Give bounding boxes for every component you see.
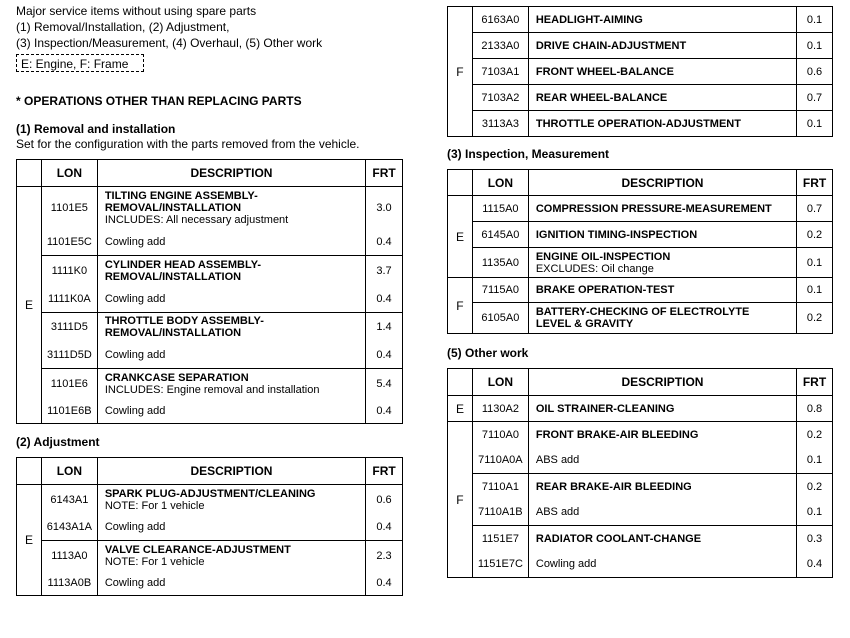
item-note: EXCLUDES: Oil change bbox=[535, 262, 654, 275]
description-cell: Cowling add bbox=[97, 286, 365, 313]
group-cell: F bbox=[448, 422, 473, 578]
frt-cell: 0.2 bbox=[797, 303, 833, 334]
adjustment-title: (2) Adjustment bbox=[16, 435, 100, 449]
description-cell: BRAKE OPERATION-TEST bbox=[528, 278, 796, 303]
description-cell: COMPRESSION PRESSURE-MEASUREMENT bbox=[528, 196, 796, 222]
lon-cell: 1113A0B bbox=[41, 571, 97, 596]
frt-cell: 0.6 bbox=[797, 59, 833, 85]
lon-cell: 1101E6 bbox=[41, 369, 97, 399]
table-row bbox=[448, 248, 833, 278]
lon-cell: 6145A0 bbox=[472, 222, 528, 248]
description-cell bbox=[97, 369, 365, 399]
frt-cell: 0.2 bbox=[797, 422, 833, 448]
table-row bbox=[17, 541, 403, 571]
frt-cell: 0.2 bbox=[797, 474, 833, 500]
lon-cell: 1111K0 bbox=[41, 256, 97, 286]
item-title-2: LEVEL & GRAVITY bbox=[535, 318, 634, 330]
lon-cell: 6163A0 bbox=[472, 7, 528, 33]
table-row bbox=[448, 500, 833, 526]
table-row bbox=[448, 33, 833, 59]
frt-cell: 0.1 bbox=[797, 248, 833, 278]
group-cell: F bbox=[448, 7, 473, 137]
header-blank bbox=[448, 170, 473, 196]
group-cell: E bbox=[448, 196, 473, 278]
lon-cell: 7103A1 bbox=[472, 59, 528, 85]
description-cell: OIL STRAINER-CLEANING bbox=[528, 396, 796, 422]
table-row bbox=[448, 85, 833, 111]
description-cell: RADIATOR COOLANT-CHANGE bbox=[528, 526, 796, 552]
lon-cell: 1135A0 bbox=[472, 248, 528, 278]
lon-cell: 7110A0A bbox=[472, 448, 528, 474]
frt-cell: 0.1 bbox=[797, 500, 833, 526]
description-cell: Cowling add bbox=[97, 229, 365, 256]
header-description: DESCRIPTION bbox=[97, 160, 365, 187]
lon-cell: 1130A2 bbox=[472, 396, 528, 422]
frt-cell: 0.1 bbox=[797, 448, 833, 474]
table-row bbox=[17, 187, 403, 229]
description-cell: IGNITION TIMING-INSPECTION bbox=[528, 222, 796, 248]
inspection-table bbox=[447, 169, 833, 334]
item-note: NOTE: For 1 vehicle bbox=[104, 499, 205, 512]
description-cell: Cowling add bbox=[97, 571, 365, 596]
item-note: NOTE: For 1 vehicle bbox=[104, 555, 205, 568]
description-cell: ABS add bbox=[528, 500, 796, 526]
description-cell: Cowling add bbox=[97, 515, 365, 541]
frt-cell: 1.4 bbox=[366, 313, 403, 342]
table-row bbox=[448, 7, 833, 33]
item-title: BATTERY-CHECKING OF ELECTROLYTE bbox=[535, 306, 750, 318]
lon-cell: 7115A0 bbox=[472, 278, 528, 303]
description-cell: HEADLIGHT-AIMING bbox=[528, 7, 796, 33]
table-row bbox=[448, 303, 833, 334]
header-lon: LON bbox=[472, 170, 528, 196]
lon-cell: 1101E5 bbox=[41, 187, 97, 229]
table-row bbox=[17, 485, 403, 515]
table-row bbox=[17, 342, 403, 369]
frt-cell: 0.4 bbox=[366, 571, 403, 596]
lon-cell: 1115A0 bbox=[472, 196, 528, 222]
item-title: TILTING ENGINE ASSEMBLY- bbox=[104, 189, 258, 202]
item-note: INCLUDES: All necessary adjustment bbox=[104, 213, 289, 226]
group-cell: F bbox=[448, 278, 473, 334]
description-cell: ABS add bbox=[528, 448, 796, 474]
header-frt: FRT bbox=[797, 369, 833, 396]
table-row bbox=[17, 515, 403, 541]
adjustment-table bbox=[16, 457, 403, 596]
item-title: VALVE CLEARANCE-ADJUSTMENT bbox=[104, 543, 291, 556]
other-work-table bbox=[447, 368, 833, 578]
description-cell bbox=[97, 256, 365, 286]
frt-cell: 0.7 bbox=[797, 85, 833, 111]
lon-cell: 3111D5 bbox=[41, 313, 97, 342]
frt-cell: 0.4 bbox=[797, 552, 833, 578]
description-cell bbox=[528, 303, 796, 334]
item-title-2: REMOVAL/INSTALLATION bbox=[104, 327, 242, 340]
frt-cell: 0.4 bbox=[366, 515, 403, 541]
header-description: DESCRIPTION bbox=[528, 369, 796, 396]
frt-cell: 0.4 bbox=[366, 229, 403, 256]
table-row bbox=[448, 396, 833, 422]
frt-cell: 0.1 bbox=[797, 7, 833, 33]
description-cell: Cowling add bbox=[97, 342, 365, 369]
frt-cell: 0.2 bbox=[797, 222, 833, 248]
frt-cell: 0.4 bbox=[366, 342, 403, 369]
header-lon: LON bbox=[41, 458, 97, 485]
other-work-title: (5) Other work bbox=[447, 346, 529, 360]
description-cell bbox=[97, 187, 365, 229]
table-row bbox=[448, 59, 833, 85]
table-row bbox=[17, 256, 403, 286]
frt-cell: 3.0 bbox=[366, 187, 403, 229]
item-title-2: REMOVAL/INSTALLATION bbox=[104, 270, 242, 283]
description-cell bbox=[97, 485, 365, 515]
table-row bbox=[17, 399, 403, 424]
lon-cell: 2133A0 bbox=[472, 33, 528, 59]
removal-title: (1) Removal and installation bbox=[16, 122, 176, 136]
lon-cell: 1113A0 bbox=[41, 541, 97, 571]
inspection-title: (3) Inspection, Measurement bbox=[447, 147, 610, 161]
description-cell: Cowling add bbox=[97, 399, 365, 424]
frt-cell: 0.1 bbox=[797, 111, 833, 137]
removal-table bbox=[16, 159, 403, 424]
description-cell: FRONT BRAKE-AIR BLEEDING bbox=[528, 422, 796, 448]
frt-cell: 0.4 bbox=[366, 286, 403, 313]
table-row bbox=[448, 448, 833, 474]
header-blank bbox=[448, 369, 473, 396]
intro-line-1: Major service items without using spare parts bbox=[16, 4, 257, 18]
table-row bbox=[17, 229, 403, 256]
table-row bbox=[17, 369, 403, 399]
frt-cell: 0.1 bbox=[797, 33, 833, 59]
frt-cell: 0.1 bbox=[797, 278, 833, 303]
frt-cell: 3.7 bbox=[366, 256, 403, 286]
description-cell bbox=[528, 248, 796, 278]
table-row bbox=[448, 222, 833, 248]
lon-cell: 1111K0A bbox=[41, 286, 97, 313]
frt-cell: 0.3 bbox=[797, 526, 833, 552]
description-cell: Cowling add bbox=[528, 552, 796, 578]
item-title: CYLINDER HEAD ASSEMBLY- bbox=[104, 258, 262, 271]
description-cell: DRIVE CHAIN-ADJUSTMENT bbox=[528, 33, 796, 59]
item-title: ENGINE OIL-INSPECTION bbox=[535, 250, 671, 263]
item-title: CRANKCASE SEPARATION bbox=[104, 371, 249, 384]
header-blank bbox=[17, 458, 42, 485]
lon-cell: 1101E5C bbox=[41, 229, 97, 256]
lon-cell: 1151E7 bbox=[472, 526, 528, 552]
lon-cell: 3111D5D bbox=[41, 342, 97, 369]
table-row bbox=[448, 552, 833, 578]
table-row bbox=[448, 526, 833, 552]
legend-box: E: Engine, F: Frame bbox=[16, 54, 144, 72]
group-cell: E bbox=[448, 396, 473, 422]
description-cell bbox=[97, 313, 365, 342]
header-lon: LON bbox=[472, 369, 528, 396]
frt-cell: 0.6 bbox=[366, 485, 403, 515]
description-cell: REAR WHEEL-BALANCE bbox=[528, 85, 796, 111]
item-title-2: REMOVAL/INSTALLATION bbox=[104, 201, 242, 214]
table-row bbox=[17, 286, 403, 313]
table-row bbox=[448, 111, 833, 137]
lon-cell: 7110A1B bbox=[472, 500, 528, 526]
item-note: INCLUDES: Engine removal and installation bbox=[104, 383, 320, 396]
lon-cell: 6143A1A bbox=[41, 515, 97, 541]
frame-adjustment-table bbox=[447, 6, 833, 137]
lon-cell: 7110A1 bbox=[472, 474, 528, 500]
header-frt: FRT bbox=[366, 458, 403, 485]
table-row bbox=[448, 474, 833, 500]
header-description: DESCRIPTION bbox=[528, 170, 796, 196]
intro-line-3: (3) Inspection/Measurement, (4) Overhaul, (5) Other work bbox=[16, 36, 323, 50]
description-cell: REAR BRAKE-AIR BLEEDING bbox=[528, 474, 796, 500]
section-heading: * OPERATIONS OTHER THAN REPLACING PARTS bbox=[16, 94, 302, 108]
lon-cell: 3113A3 bbox=[472, 111, 528, 137]
table-row bbox=[448, 422, 833, 448]
group-cell: E bbox=[17, 485, 42, 596]
header-frt: FRT bbox=[797, 170, 833, 196]
lon-cell: 7110A0 bbox=[472, 422, 528, 448]
header-lon: LON bbox=[41, 160, 97, 187]
header-blank bbox=[17, 160, 42, 187]
lon-cell: 6143A1 bbox=[41, 485, 97, 515]
description-cell: FRONT WHEEL-BALANCE bbox=[528, 59, 796, 85]
item-title: SPARK PLUG-ADJUSTMENT/CLEANING bbox=[104, 487, 316, 500]
table-row bbox=[17, 313, 403, 342]
description-cell bbox=[97, 541, 365, 571]
description-cell: THROTTLE OPERATION-ADJUSTMENT bbox=[528, 111, 796, 137]
group-cell: E bbox=[17, 187, 42, 424]
frt-cell: 0.7 bbox=[797, 196, 833, 222]
item-title: THROTTLE BODY ASSEMBLY- bbox=[104, 315, 264, 328]
table-row bbox=[17, 571, 403, 596]
frt-cell: 0.8 bbox=[797, 396, 833, 422]
header-description: DESCRIPTION bbox=[97, 458, 365, 485]
lon-cell: 1151E7C bbox=[472, 552, 528, 578]
intro-line-2: (1) Removal/Installation, (2) Adjustment, bbox=[16, 20, 230, 34]
lon-cell: 1101E6B bbox=[41, 399, 97, 424]
frt-cell: 2.3 bbox=[366, 541, 403, 571]
lon-cell: 7103A2 bbox=[472, 85, 528, 111]
header-frt: FRT bbox=[366, 160, 403, 187]
frt-cell: 0.4 bbox=[366, 399, 403, 424]
lon-cell: 6105A0 bbox=[472, 303, 528, 334]
frt-cell: 5.4 bbox=[366, 369, 403, 399]
table-row bbox=[448, 278, 833, 303]
table-row bbox=[448, 196, 833, 222]
removal-subtitle: Set for the configuration with the parts removed from the vehicle. bbox=[16, 137, 360, 151]
